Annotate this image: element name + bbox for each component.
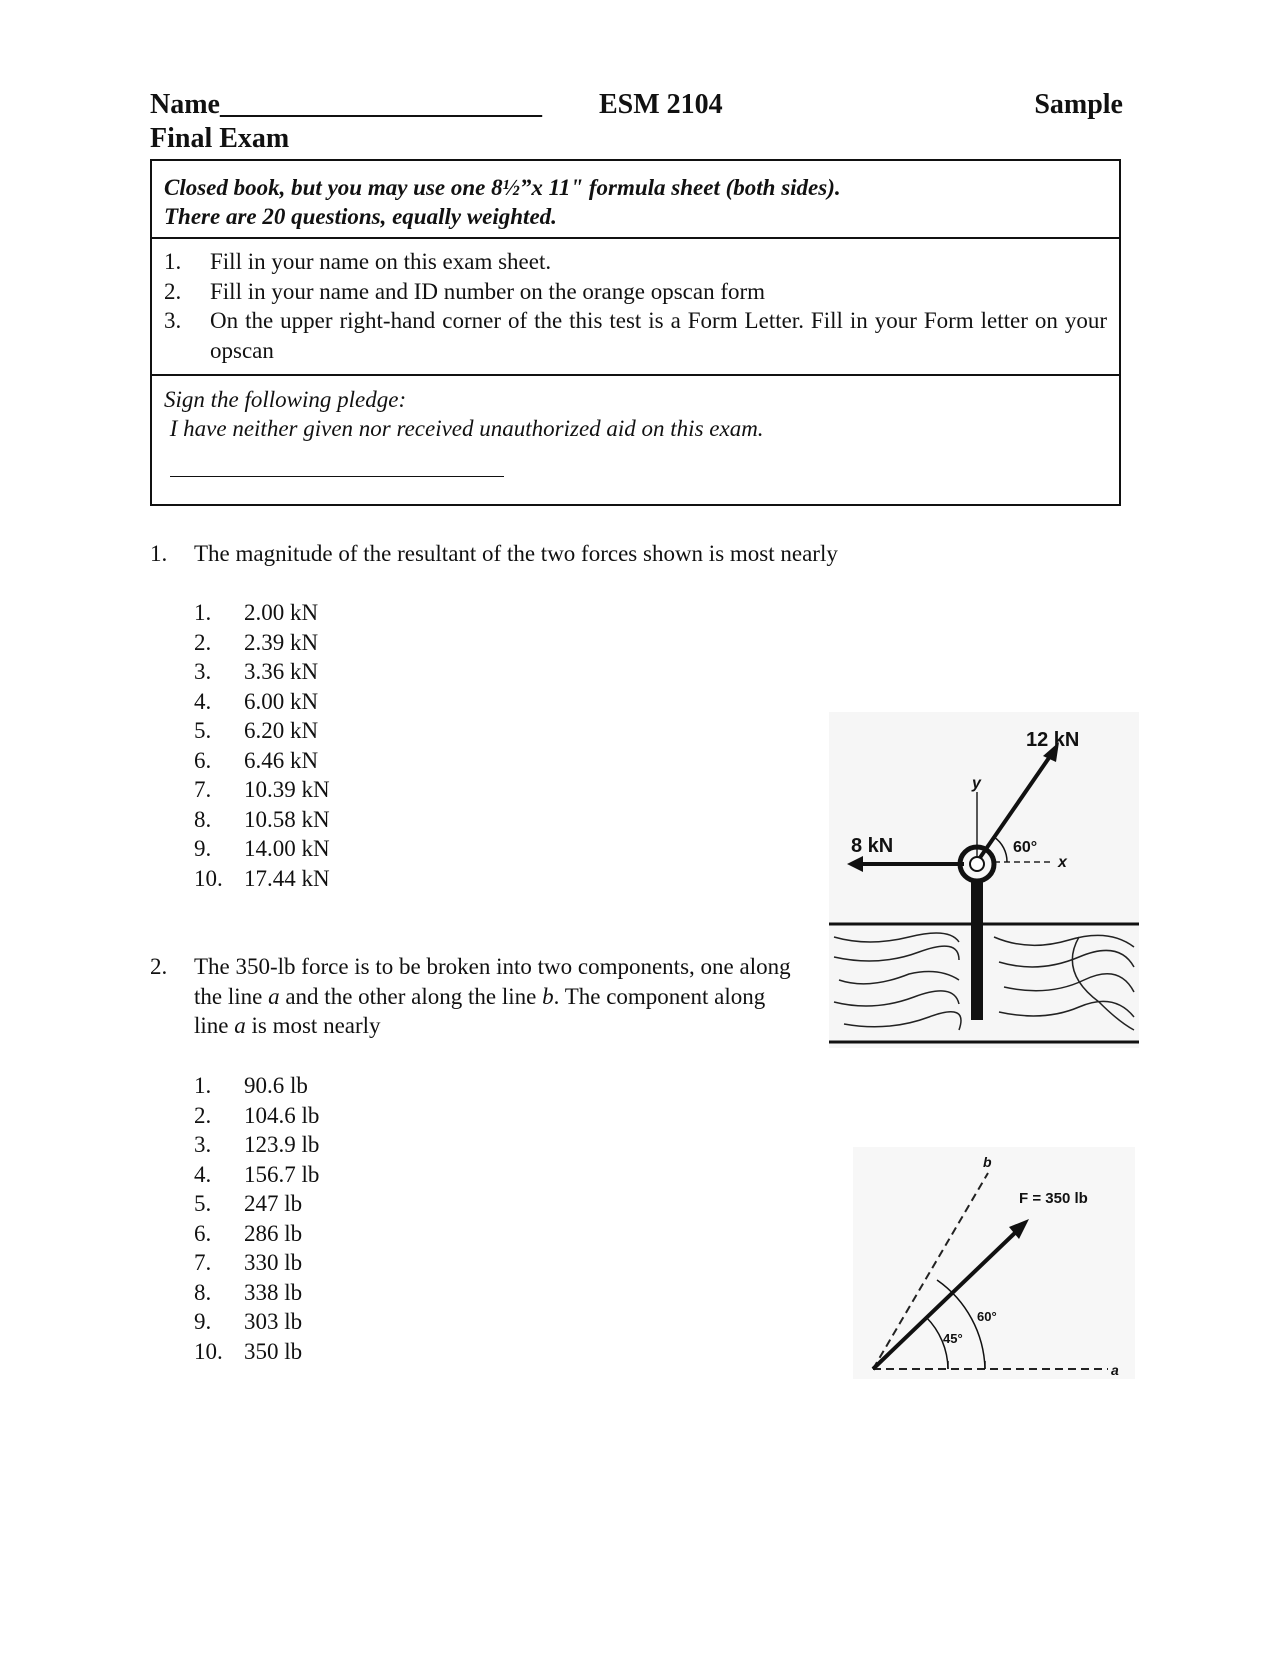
option-number: 6. [194,747,212,773]
option-text: 2.39 kN [244,629,319,655]
option-text: 10.39 kN [244,777,330,802]
option-number: 2. [194,1102,212,1128]
question-text [194,952,794,1041]
option-text: 330 lb [244,1250,303,1275]
figure-force-components [853,1147,1135,1379]
option-text: 350 lb [244,1338,303,1364]
option-text: 156.7 lb [244,1161,320,1187]
angle-60-label: 60° [977,1309,997,1324]
exam-notes [152,161,1119,239]
option-text: 10.58 kN [244,806,330,832]
pledge-section [152,376,1119,506]
option-number: 8. [194,806,212,832]
instructions-box [150,159,1121,506]
option-text: 90.6 lb [244,1073,308,1098]
force-12kn-label: 12 kN [1026,729,1080,751]
option-text: 6.00 kN [244,688,319,714]
instruction-step [164,247,1107,277]
option-number: 5. [194,718,212,743]
option-text: 303 lb [244,1309,303,1334]
option-number: 7. [194,1250,212,1275]
answer-option [194,598,330,628]
option-number: 3. [194,1132,212,1157]
instruction-steps [152,239,1119,376]
option-number: 5. [194,1191,212,1216]
option-text: 247 lb [244,1191,303,1216]
answer-option [194,1189,319,1219]
option-number: 10. [194,1338,223,1364]
question-text: The magnitude of the resultant of the two forces shown is most nearly [194,541,838,566]
line-a-ref: a [268,983,280,1009]
answer-option [194,1160,319,1190]
answer-option [194,864,330,894]
option-number: 1. [194,1073,212,1098]
option-number: 1. [194,600,212,625]
step-text: On the upper right-hand corner of the this test is a Form Letter. Fill in your Form letter on your opscan [210,308,1107,363]
answer-option [194,1130,319,1160]
angle-45-label: 45° [943,1331,963,1346]
signature-line [170,476,504,477]
force-8kn-label: 8 kN [851,835,894,857]
question-text-part: and the other along the line [279,983,543,1009]
option-text: 6.46 kN [244,747,319,773]
question-number: 1. [150,541,168,566]
question-number: 2. [150,954,168,979]
option-text: 123.9 lb [244,1132,320,1157]
option-text: 338 lb [244,1279,303,1305]
option-text: 2.00 kN [244,600,319,625]
note-formula-sheet: Closed book, but you may use one 8½”x 11" formula sheet (both sides). [164,175,841,200]
line-b-ref: b [542,983,554,1009]
question-1-options [194,598,330,893]
exam-title: Final Exam [150,123,290,154]
step-number: 3. [164,308,182,333]
step-number: 1. [164,249,182,274]
option-number: 9. [194,836,212,861]
option-number: 2. [194,629,212,655]
answer-option [194,1101,319,1131]
option-text: 14.00 kN [244,836,330,861]
option-number: 4. [194,1161,212,1187]
option-text: 104.6 lb [244,1102,320,1128]
step-text: Fill in your name on this exam sheet. [210,249,552,274]
instruction-step [164,306,1107,365]
answer-option [194,1337,319,1367]
line-a-label: a [1111,1362,1119,1378]
answer-option [194,1278,319,1308]
option-number: 7. [194,777,212,802]
instruction-step [164,277,1107,307]
sample-label: Sample [1034,89,1123,120]
option-number: 10. [194,865,223,891]
figure-eyebolt-forces [829,712,1139,1048]
answer-option [194,628,330,658]
eyebolt-diagram [829,712,1139,1048]
line-a-ref: a [234,1013,246,1038]
step-number: 2. [164,278,182,304]
answer-option [194,687,330,717]
option-text: 3.36 kN [244,659,319,684]
pledge-title: Sign the following pledge: [164,387,407,412]
answer-option [194,775,330,805]
option-text: 286 lb [244,1220,303,1246]
answer-option [194,1307,319,1337]
question-text-part: . The component along line [194,983,766,1038]
step-text: Fill in your name and ID number on the orange opscan form [210,278,766,304]
answer-option [194,657,330,687]
option-text: 6.20 kN [244,718,319,743]
question-text-part: is most nearly [245,1013,381,1038]
force-350lb-label: F = 350 lb [1019,1190,1088,1207]
option-text: 17.44 kN [244,865,330,891]
force-components-diagram [853,1147,1135,1379]
angle-60-label: 60° [1013,839,1038,856]
note-question-count: There are 20 questions, equally weighted. [164,204,557,229]
answer-option [194,716,330,746]
option-number: 8. [194,1279,212,1305]
answer-option [194,805,330,835]
answer-option [194,834,330,864]
line-b-label: b [983,1154,992,1170]
answer-option [194,1071,319,1101]
option-number: 3. [194,659,212,684]
question-2-options [194,1071,319,1366]
answer-option [194,1219,319,1249]
pledge-text: I have neither given nor received unauthorized aid on this exam. [164,416,764,441]
option-number: 4. [194,688,212,714]
x-axis-label: x [1058,854,1067,871]
answer-option [194,746,330,776]
answer-option [194,1248,319,1278]
question-text-part: The 350-lb force is to be broken into two components, one along the line [194,954,791,1009]
y-axis-label: y [972,775,981,792]
course-code: ESM 2104 [599,89,723,120]
option-number: 6. [194,1220,212,1246]
option-number: 9. [194,1309,212,1334]
name-field-label: Name_______________________ [150,89,542,120]
